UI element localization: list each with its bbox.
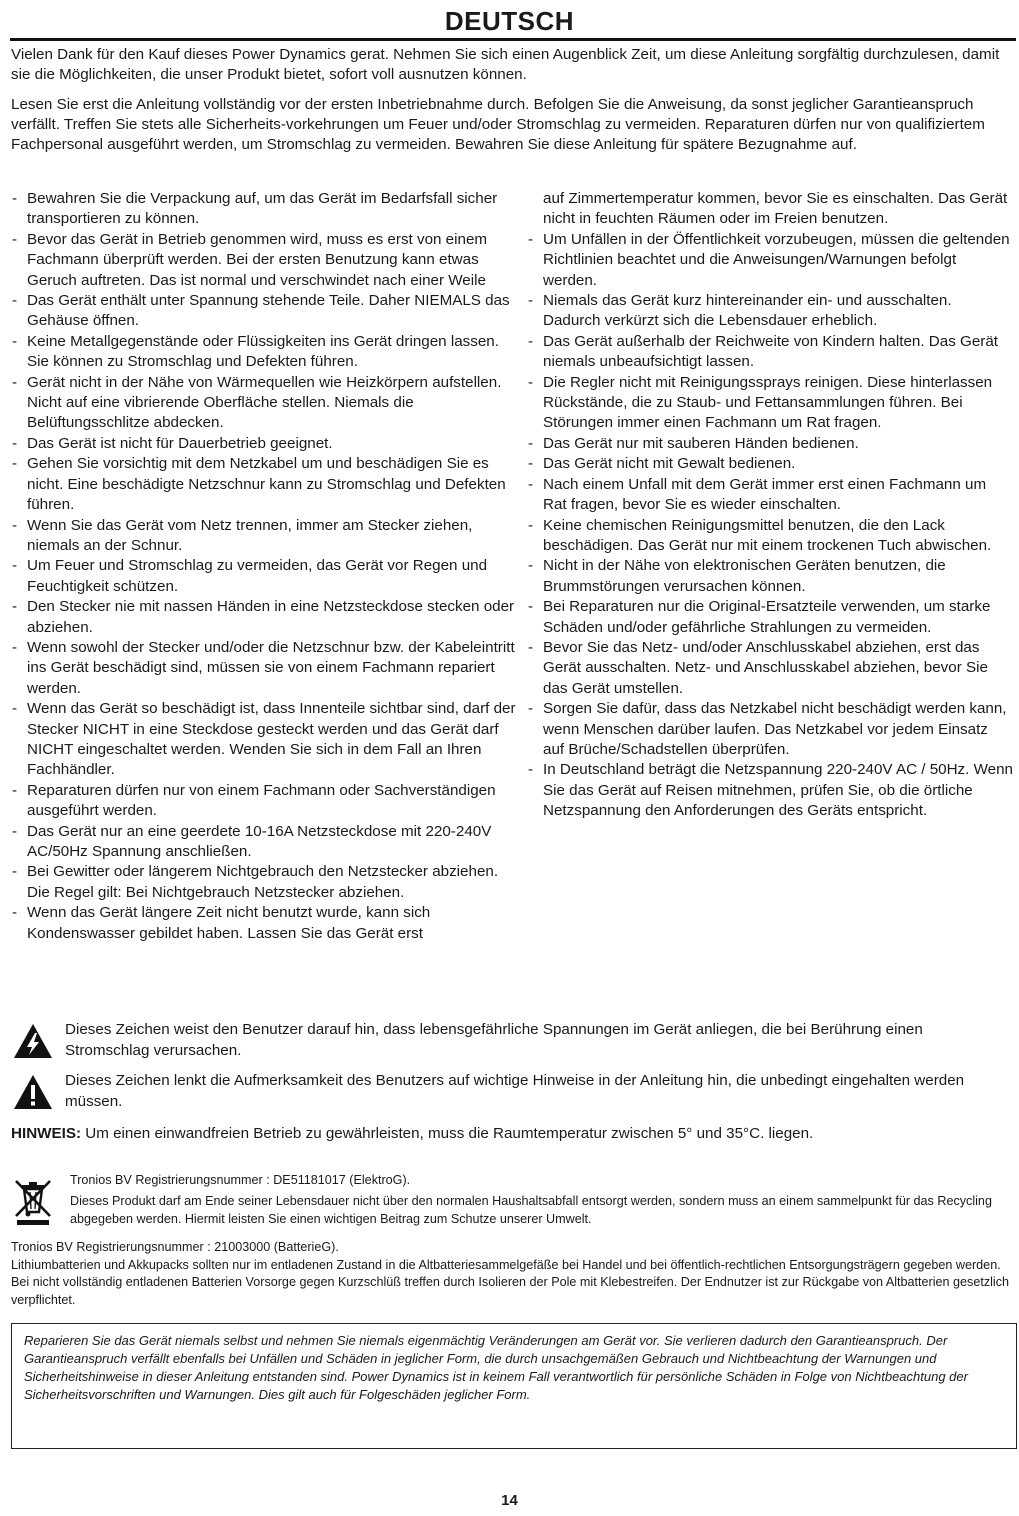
list-item: - Das Gerät nicht mit Gewalt bedienen. [527, 454, 1013, 474]
list-item: - Niemals das Gerät kurz hintereinander ein- und ausschalten. Dadurch verkürzt sich die Lebensdauer erheblich. [527, 291, 1013, 332]
list-item: - Die Regler nicht mit Reinigungssprays reinigen. Diese hinterlassen Rückstände, die zu Staub- und Fettansammlungen führen. Bei Störungen immer einen Fachmann um Rat fragen. [527, 373, 1013, 434]
page-title: DEUTSCH [444, 6, 575, 36]
intro-paragraph-1: Vielen Dank für den Kauf dieses Power Dynamics gerat. Nehmen Sie sich einen Augenblick Zeit, um diese Anleitung sorgfältig durchzulesen, damit sie die Möglichkeiten, die unser Produkt bietet, sofort voll ausnutzen können. [11, 46, 1000, 83]
list-item: - Reparaturen dürfen nur von einem Fachmann oder Sachverständigen ausgeführt werden. [11, 781, 521, 822]
list-item: - Den Stecker nie mit nassen Händen in eine Netzsteckdose stecken oder abziehen. [11, 597, 521, 638]
weee-registration: Tronios BV Registrierungsnummer : DE51181017 (ElektroG). [70, 1173, 411, 1187]
safety-column-left [11, 189, 521, 944]
attention-warning [11, 1070, 1011, 1114]
battery-section [11, 1239, 1015, 1309]
list-item: - Bei Gewitter oder längerem Nichtgebrauch den Netzstecker abziehen. Die Regel gilt: Bei Nichtgebrauch Netzstecker abziehen. [11, 862, 521, 903]
list-item: - Sorgen Sie dafür, dass das Netzkabel nicht beschädigt werden kann, wenn Menschen darüber laufen. Das Netzkabel vor jedem Einsatz auf Brüche/Schadstellen überprüfen. [527, 699, 1013, 760]
list-item: - Bevor Sie das Netz- und/oder Anschlusskabel abziehen, erst das Gerät ausschalten. Netz- und Anschlusskabel abziehen, bevor Sie das Gerät umstellen. [527, 638, 1013, 699]
list-item-continuation: auf Zimmertemperatur kommen, bevor Sie es einschalten. Das Gerät nicht in feuchten Räumen oder im Freien benutzen. [543, 190, 1008, 228]
list-item: - Das Gerät außerhalb der Reichweite von Kindern halten. Das Gerät niemals unbeaufsichtigt lassen. [527, 332, 1013, 373]
list-item: - Keine chemischen Reinigungsmittel benutzen, die den Lack beschädigen. Das Gerät nur mit einem trockenen Tuch abwischen. [527, 516, 1013, 557]
safety-column-right [527, 189, 1013, 822]
note-label: HINWEIS: [11, 1125, 82, 1142]
title-rule [10, 38, 1016, 41]
list-item: - Das Gerät nur an eine geerdete 10-16A Netzsteckdose mit 220-240V AC/50Hz Spannung anschließen. [11, 822, 521, 863]
list-item: - Um Feuer und Stromschlag zu vermeiden, das Gerät vor Regen und Feuchtigkeit schützen. [11, 556, 521, 597]
list-item: - Wenn das Gerät so beschädigt ist, dass Innenteile sichtbar sind, darf der Stecker NICHT in eine Steckdose gesteckt werden und das Gerät darf NICHT eingeschaltet werden. Wenden Sie sich in dem Fall an Ihren Fachhändler. [11, 699, 521, 781]
list-item: - Das Gerät ist nicht für Dauerbetrieb geeignet. [11, 434, 521, 454]
battery-text: Lithiumbatterien und Akkupacks sollten nur im entladenen Zustand in die Altbatteriesammelgefäße bei Handel und bei öffentlich-rechtlichen Entsorgungsträgern gegeben werden. Bei nicht vollständig entladenen Batterien Vorsorge gegen Kurzschlüß treffen durch Isolieren der Pole mit Klebestreifen. Der Endnutzer ist zur Rückgabe von Altbatterien gesetzlich verpflichtet. [11, 1257, 1010, 1307]
list-item: - Um Unfällen in der Öffentlichkeit vorzubeugen, müssen die geltenden Richtlinien beachtet und die Anweisungen/Warnungen befolgt werden. [527, 230, 1013, 291]
lightning-triangle-icon [13, 1023, 53, 1059]
list-item: - Das Gerät enthält unter Spannung stehende Teile. Daher NIEMALS das Gehäuse öffnen. [11, 291, 521, 332]
voltage-warning [11, 1019, 1011, 1063]
list-item: - Bevor das Gerät in Betrieb genommen wird, muss es erst von einem Fachmann überprüft werden. Bei der ersten Benutzung kann etwas Geruch auftreten. Das ist normal und verschwindet nach einer Weile [11, 230, 521, 291]
list-item: - Gehen Sie vorsichtig mit dem Netzkabel um und beschädigen Sie es nicht. Eine beschädigte Netzschnur kann zu Stromschlag und Defekten führen. [11, 454, 521, 515]
list-item: - Wenn Sie das Gerät vom Netz trennen, immer am Stecker ziehen, niemals an der Schnur. [11, 516, 521, 557]
list-item: - Wenn das Gerät längere Zeit nicht benutzt wurde, kann sich Kondenswasser gebildet haben. Lassen Sie das Gerät erst [11, 903, 521, 944]
disclaimer-text: Reparieren Sie das Gerät niemals selbst und nehmen Sie niemals eigenmächtig Veränderungen am Gerät vor. Sie verlieren dadurch den Garantieanspruch. Der Garantieanspruch verfällt ebenfalls bei Unfällen und Schäden in jeglicher Form, die durch unsachgemäßen Gebrauch und Nichtbeachtung der Warnungen und Sicherheitshinweise in dieser Anleitung entstanden sind. Power Dynamics ist in keinem Fall verantwortlich für persönliche Schäden in Folge von Nichtbeachtung der Sicherheitsvorschriften und Warnungen. Dies gilt auch für Folgeschäden jeglicher Form. [24, 1333, 968, 1402]
note-text: Um einen einwandfreien Betrieb zu gewährleisten, muss die Raumtemperatur zwischen 5° und 35°C. liegen. [81, 1125, 814, 1142]
voltage-warning-text: Dieses Zeichen weist den Benutzer darauf hin, dass lebensgefährliche Spannungen im Gerät anliegen, die bei Berührung einen Stromschlag verursachen. [65, 1021, 923, 1059]
list-item: - Bewahren Sie die Verpackung auf, um das Gerät im Bedarfsfall sicher transportieren zu können. [11, 189, 521, 230]
list-item: - Keine Metallgegenstände oder Flüssigkeiten ins Gerät dringen lassen. Sie können zu Stromschlag und Defekten führen. [11, 332, 521, 373]
list-item: - Wenn sowohl der Stecker und/oder die Netzschnur bzw. der Kabeleintritt ins Gerät beschädigt sind, müssen sie von einem Fachmann repariert werden. [11, 638, 521, 699]
page-number: 14 [501, 1492, 518, 1509]
weee-text: Dieses Produkt darf am Ende seiner Lebensdauer nicht über den normalen Haushaltsabfall entsorgt werden, sondern muss an einem sammelpunkt für das Recycling abgegeben werden. Hiermit leisten Sie einen wichtigen Beitrag zum Schutze unserer Umwelt. [70, 1194, 992, 1226]
list-item: - Gerät nicht in der Nähe von Wärmequellen wie Heizkörpern aufstellen. Nicht auf eine vibrierende Oberfläche stellen. Niemals die Belüftungsschlitze abdecken. [11, 373, 521, 434]
note [11, 1124, 1011, 1144]
disclaimer-box [11, 1323, 1017, 1449]
attention-warning-text: Dieses Zeichen lenkt die Aufmerksamkeit des Benutzers auf wichtige Hinweise in der Anleitung hin, die unbedingt eingehalten werden müssen. [65, 1072, 965, 1110]
list-item: - Nicht in der Nähe von elektronischen Geräten benutzen, die Brummstörungen verursachen können. [527, 556, 1013, 597]
list-item: - Das Gerät nur mit sauberen Händen bedienen. [527, 434, 1013, 454]
safety-list-right [527, 189, 1013, 822]
intro-paragraph-2: Lesen Sie erst die Anleitung vollständig vor der ersten Inbetriebnahme durch. Befolgen Sie die Anweisung, da sonst jeglicher Garantieanspruch verfällt. Treffen Sie stets alle Sicherheits-vorkehrungen um Feuer und/oder Stromschlag zu vermeiden. Reparaturen dürfen nur von qualifiziertem Fachpersonal ausgeführt werden, um Stromschlag zu vermeiden. Bewahren Sie diese Anleitung für spätere Bezugnahme auf. [11, 96, 985, 153]
list-item: - Nach einem Unfall mit dem Gerät immer erst einen Fachmann um Rat fragen, bevor Sie es wieder einschalten. [527, 475, 1013, 516]
crossed-bin-icon [13, 1178, 53, 1226]
list-item: - In Deutschland beträgt die Netzspannung 220-240V AC / 50Hz. Wenn Sie das Gerät auf Reisen mitnehmen, prüfen Sie, ob die örtliche Netzspannung den Anforderungen des Geräts entspricht. [527, 760, 1013, 821]
exclamation-triangle-icon [13, 1074, 53, 1110]
list-item: - Bei Reparaturen nur die Original-Ersatzteile verwenden, um starke Schäden und/oder gefährliche Strahlungen zu vermeiden. [527, 597, 1013, 638]
battery-registration: Tronios BV Registrierungsnummer : 21003000 (BatterieG). [11, 1240, 339, 1254]
safety-list-left [11, 189, 521, 944]
